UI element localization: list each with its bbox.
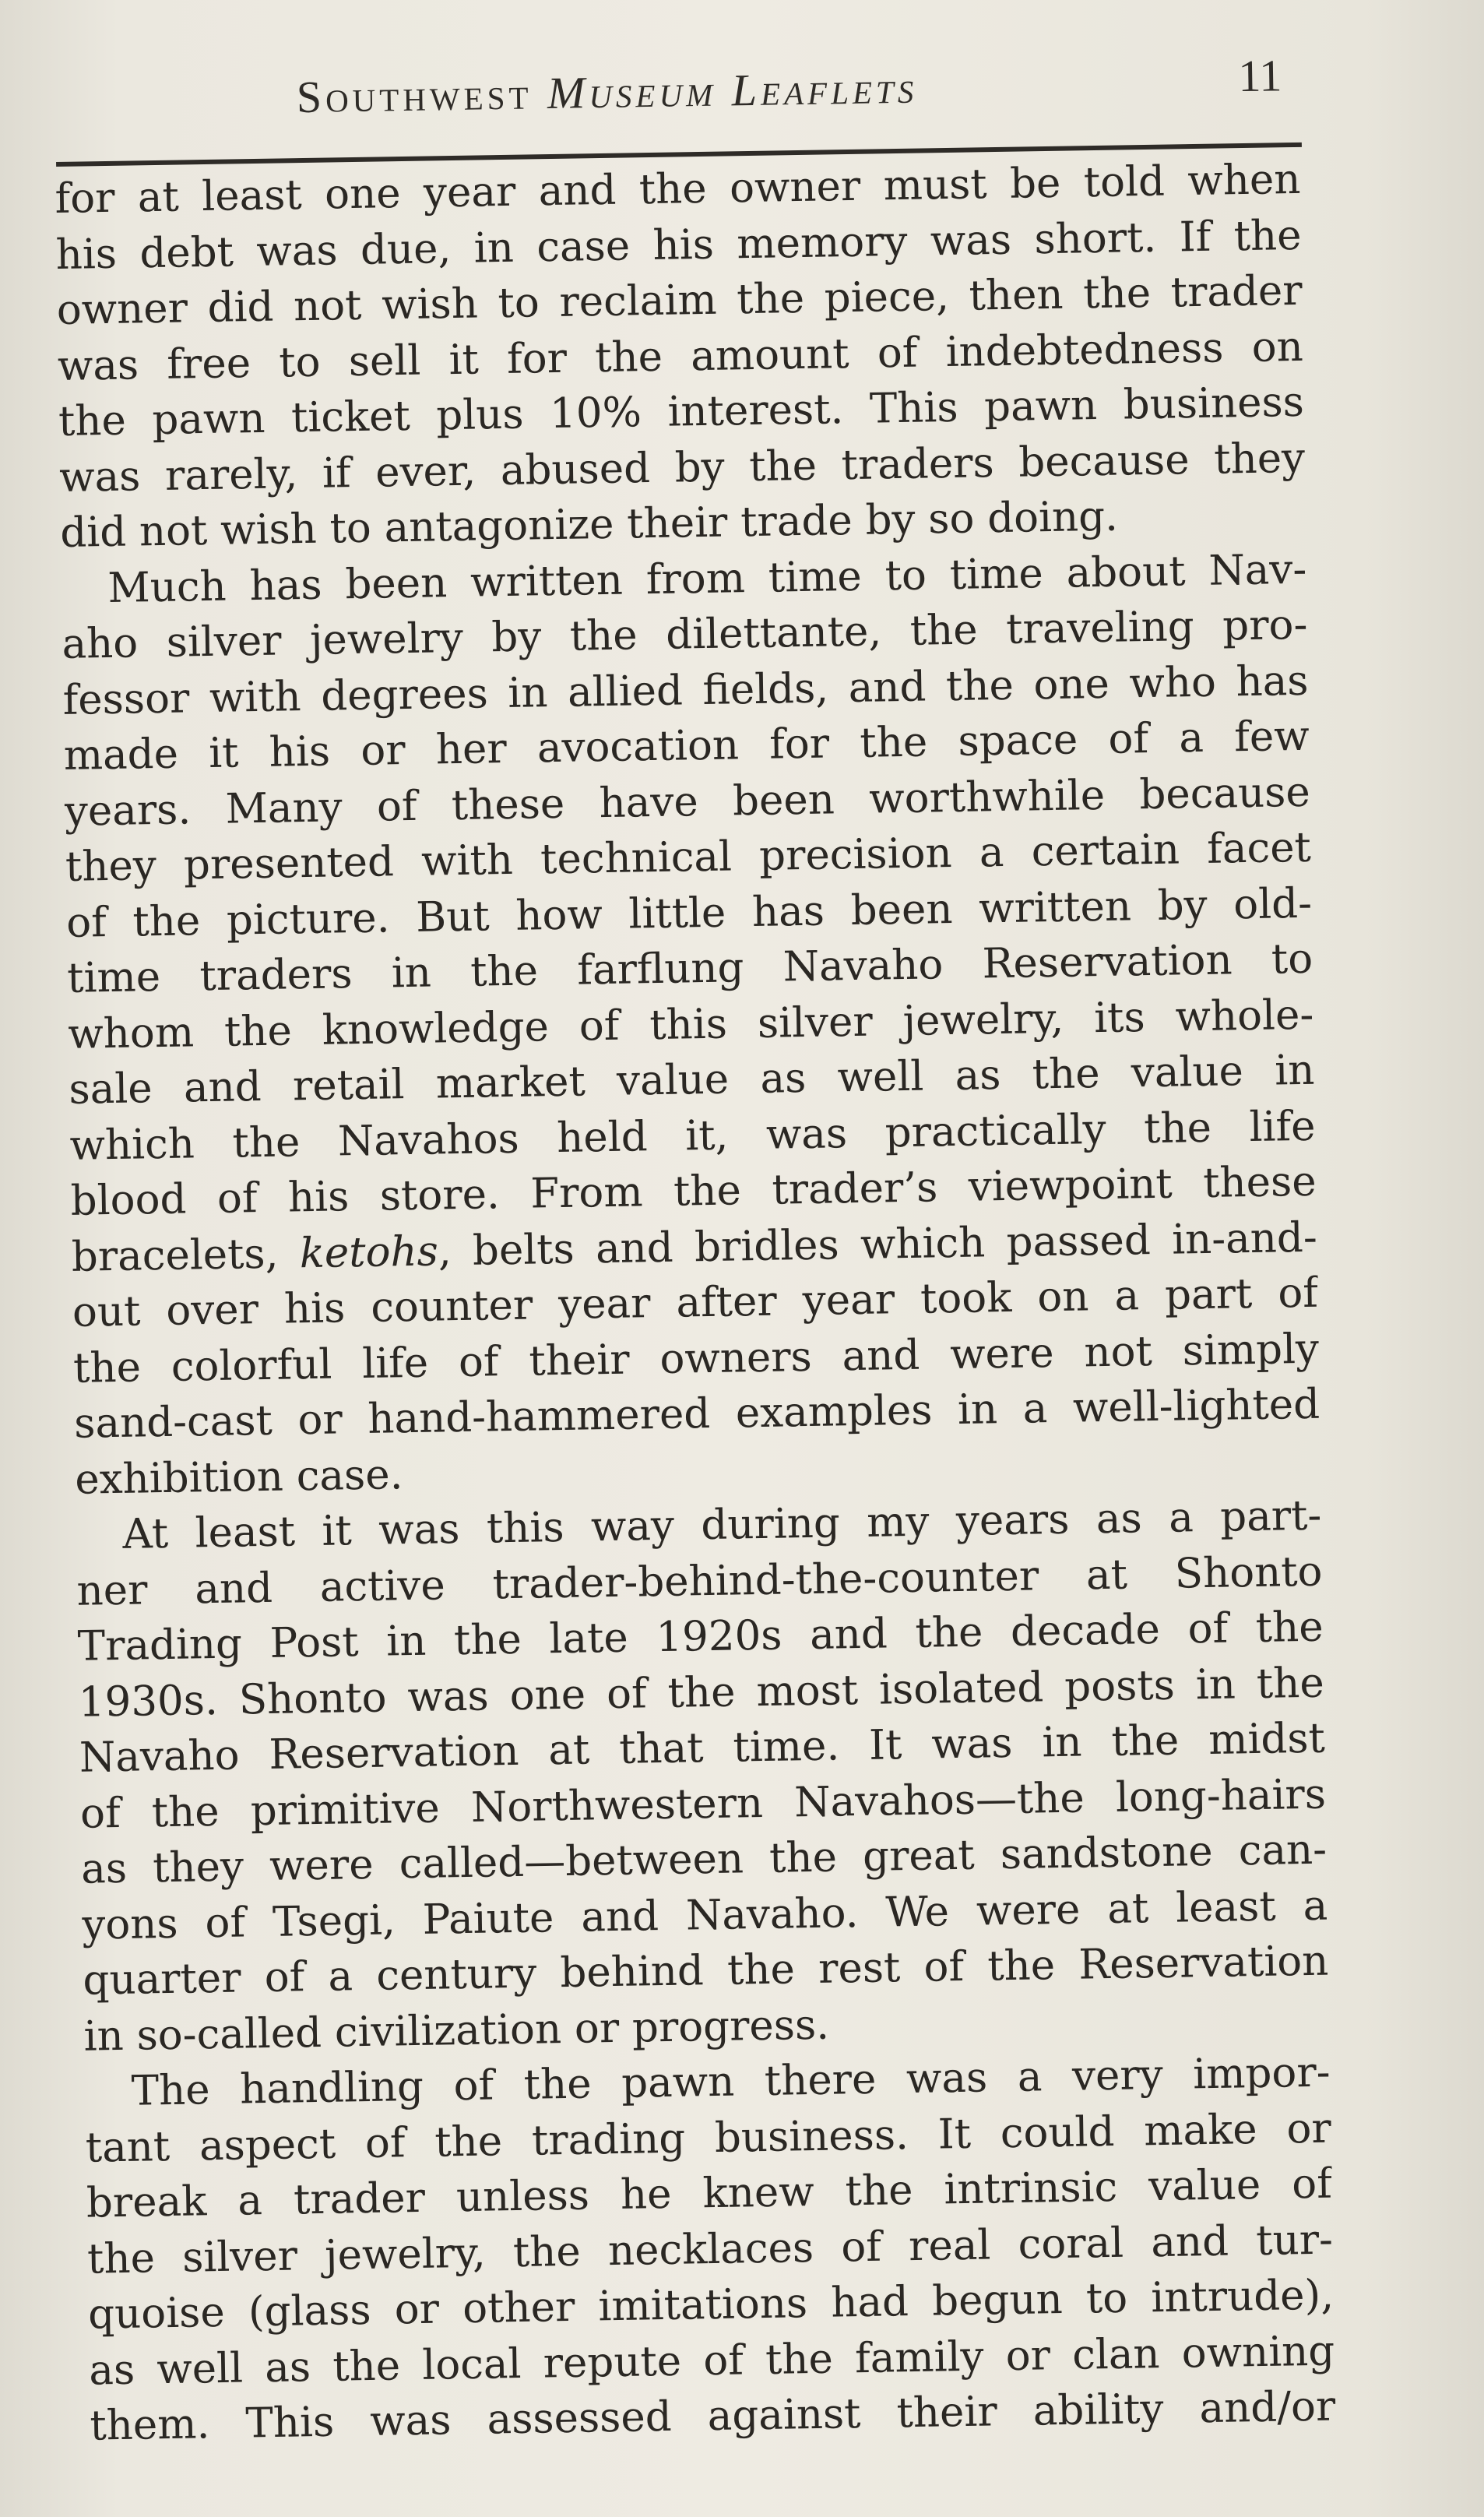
text-line: in so-called civilization or progress.: [83, 2001, 830, 2061]
text-line: aho silver jewelry by the dilettante, the traveling pro-: [62, 600, 1308, 668]
text-line: as well as the local repute of the family or clan owning: [88, 2327, 1335, 2395]
text-line: tant aspect of the trading business. It could make or: [85, 2104, 1332, 2172]
text-line: the silver jewelry, the necklaces of real coral and tur-: [86, 2216, 1334, 2283]
text-line: yons of Tsegi, Paiute and Navaho. We were at least a: [81, 1882, 1328, 1949]
text-line: quarter of a century behind the rest of the Reservation: [83, 1937, 1329, 2005]
text-line: as they were called—between the great sandstone can-: [80, 1825, 1328, 1893]
text-line: exhibition case.: [74, 1450, 403, 1504]
text-line: Navaho Reservation at that time. It was in the midst: [79, 1714, 1326, 1782]
text-line: break a trader unless he knew the intrinsic value of: [86, 2160, 1333, 2227]
running-head-title: [296, 62, 917, 124]
body-text: [55, 152, 1336, 2454]
text-line: did not wish to antagonize their trade by so doing.: [59, 492, 1119, 557]
text-line: whom the knowledge of this silver jewelry, its whole-: [67, 991, 1314, 1058]
text-line: At least it was this way during my years as a part-: [122, 1491, 1322, 1558]
page-number: 11: [1237, 50, 1282, 102]
text-line: 1930s. Shonto was one of the most isolated posts in the: [78, 1659, 1325, 1727]
paragraph-4: [84, 2045, 1336, 2455]
paragraph-3: [76, 1488, 1330, 2065]
paragraph-2: [61, 541, 1321, 1507]
text-line: The handling of the pawn there was a very impor-: [131, 2048, 1331, 2115]
text-line: which the Navahos held it, was practically the life: [69, 1102, 1316, 1170]
text-line: sand-cast or hand-hammered examples in a well-lighted: [73, 1380, 1320, 1448]
text-line: was free to sell it for the amount of indebtedness on: [57, 322, 1304, 390]
text-line: of the picture. But how little has been written by old-: [65, 879, 1313, 947]
running-head-title-italic: Museum Leaflets: [547, 62, 918, 119]
text-line: for at least one year and the owner must be told when: [55, 155, 1301, 223]
text-line: made it his or her avocation for the space of a few: [63, 712, 1310, 780]
text-line: they presented with technical precision a certain facet: [65, 823, 1312, 891]
text-line: them. This was assessed against their ability and/or: [90, 2382, 1336, 2450]
text-line: out over his counter year after year took on a part of: [72, 1269, 1319, 1336]
text-line: sale and retail market value as well as the value in: [69, 1046, 1315, 1114]
running-head-title-roman: Southwest: [296, 68, 548, 123]
text-line: the colorful life of their owners and were not simply: [72, 1325, 1320, 1392]
text-line: Much has been written from time to time about Nav-: [107, 545, 1307, 612]
text-line: his debt was due, in case his memory was short. If the: [55, 211, 1302, 279]
text-line: quoise (glass or other imitations had begun to intrude),: [87, 2271, 1335, 2339]
text-line-with-italic: bracelets, ketohs, belts and bridles which passed in-and-: [71, 1213, 1318, 1281]
text-line: fessor with degrees in allied fields, and the one who has: [62, 657, 1309, 724]
text-line: years. Many of these have been worthwhile because: [64, 768, 1311, 836]
text-line: Trading Post in the late 1920s and the decade of the: [77, 1603, 1324, 1670]
running-head: [55, 41, 1302, 146]
text-line: was rarely, if ever, abused by the traders because they: [58, 434, 1306, 502]
text-line: the pawn ticket plus 10% interest. This pawn business: [58, 378, 1305, 445]
text-line: time traders in the farflung Navaho Reservation to: [66, 935, 1313, 1002]
text-line: ner and active trader-behind-the-counter at Shonto: [76, 1547, 1323, 1615]
paragraph-1: [55, 152, 1306, 561]
text-line: of the primitive Northwestern Navahos—the long-hairs: [79, 1770, 1327, 1838]
text-line: owner did not wish to reclaim the piece, then the trader: [56, 266, 1303, 334]
italic-term: ketohs: [299, 1227, 439, 1277]
text-line: blood of his store. From the trader’s viewpoint these: [70, 1157, 1317, 1225]
